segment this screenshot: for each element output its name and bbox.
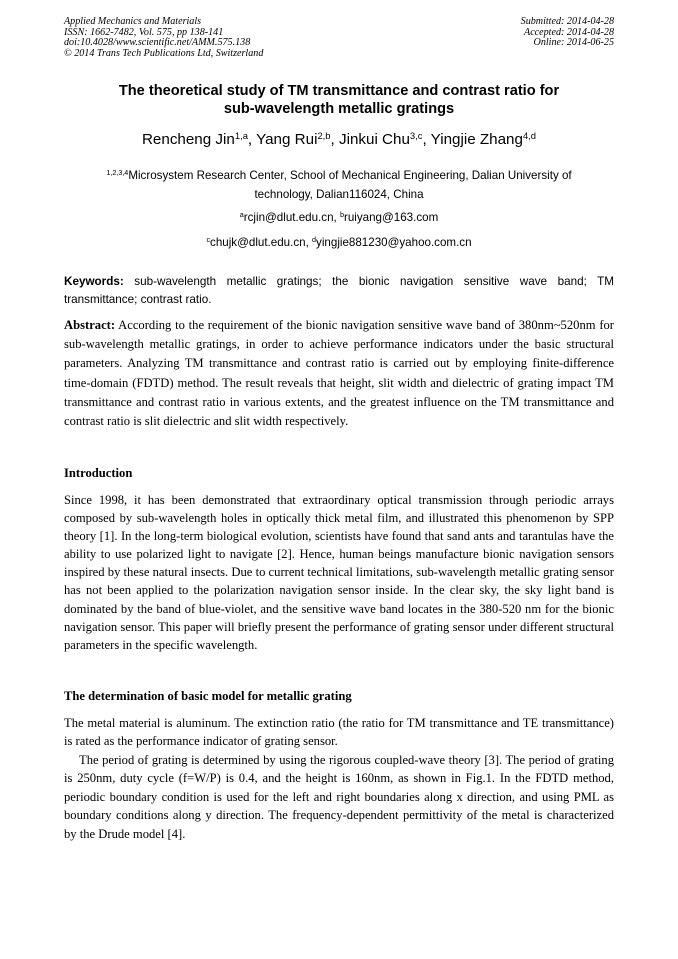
author-name: Jinkui Chu bbox=[338, 131, 410, 148]
determination-paragraph-1: The metal material is aluminum. The extinction ratio (the ratio for TM transmittance and TE transmittance) is rated as the performance indicator of grating sensor. bbox=[64, 716, 614, 749]
publication-dates bbox=[521, 17, 614, 49]
email-link[interactable]: rcjin@dlut.edu.cn, bbox=[243, 211, 340, 224]
email-superscript: a bbox=[239, 210, 244, 220]
author-separator: , bbox=[247, 131, 257, 148]
journal-doi[interactable]: doi:10.4028/www.scientific.net/AMM.575.138 bbox=[64, 37, 251, 49]
determination-paragraph-2: The period of grating is determined by using the rigorous coupled-wave theory [3]. The period of grating is 250nm, duty cycle (f=W/P) is 0.4, and the height is 160nm, as shown in Fig.1. In the FDTD method, periodic boundary condition is used for the left and right boundaries along x direction, and using PML as boundary conditions along y direction. The frequency-dependent permittivity of the metal is characterized by the Drude model [4]. bbox=[64, 753, 614, 841]
author-separator: , bbox=[422, 131, 431, 148]
author-name: Rencheng Jin bbox=[141, 131, 235, 148]
abstract-paragraph bbox=[64, 316, 614, 431]
introduction-paragraph: Since 1998, it has been demonstrated that extraordinary optical transmission through periodic arrays composed by sub-wavelength holes in optically thick metal film, and illustrated this phenomenon by SPP theory [1]. In the long-term biological evolution, scientists have found that sand ants and tarantulas have the ability to use polarized light to navigate [2]. Hence, human beings manufacture bionic navigation sensors inspired by these natural insects. Due to current technical limitations, sub-wavelength metallic grating sensor has not been applied to the polarization navigation sensor inside. In the clear sky, the sky light band is dominated by the band of blue-violet, and the sensitive wave band locates in the 380-520 nm for the bionic navigation sensor. This paper will briefly present the performance of grating sensor under different structural parameters in the specific wavelength. bbox=[64, 493, 614, 652]
email-superscript: c bbox=[206, 235, 211, 245]
email-line-2 bbox=[64, 235, 614, 251]
determination-heading: The determination of basic model for metallic grating bbox=[64, 689, 352, 703]
email-link[interactable]: ruiyang@163.com bbox=[343, 211, 439, 224]
journal-info bbox=[64, 17, 263, 59]
affiliation bbox=[64, 166, 614, 204]
email-superscript: d bbox=[312, 235, 317, 245]
keywords-paragraph bbox=[64, 273, 614, 309]
email-line-1 bbox=[64, 210, 614, 226]
email-link[interactable]: yingjie881230@yahoo.com.cn bbox=[316, 236, 472, 249]
paper-title-line1: The theoretical study of TM transmittance and contrast ratio for bbox=[118, 83, 560, 99]
keywords-label: Keywords: bbox=[64, 275, 124, 288]
paper-title bbox=[64, 82, 614, 118]
journal-copyright: © 2014 Trans Tech Publications Ltd, Switzerland bbox=[64, 47, 264, 59]
author-superscript: 2,b bbox=[317, 129, 331, 141]
author-name: Yang Rui bbox=[256, 131, 318, 148]
keywords-text: sub-wavelength metallic gratings; the bionic navigation sensitive wave band; TM transmittance; contrast ratio. bbox=[64, 275, 614, 306]
email-link[interactable]: chujk@dlut.edu.cn, bbox=[210, 236, 313, 249]
date-online: Online: 2014-06-25 bbox=[533, 37, 614, 49]
introduction-heading: Introduction bbox=[64, 466, 133, 480]
paper-title-line2: sub-wavelength metallic gratings bbox=[223, 101, 455, 117]
email-superscript: b bbox=[339, 210, 344, 220]
date-submitted: Submitted: 2014-04-28 bbox=[520, 16, 614, 27]
author-separator: , bbox=[330, 131, 339, 148]
abstract-label: Abstract: bbox=[64, 318, 116, 332]
affiliation-line2: technology, Dalian116024, China bbox=[254, 188, 424, 201]
affiliation-line1: Microsystem Research Center, School of Mechanical Engineering, Dalian University of bbox=[128, 169, 572, 182]
author-name: Yingjie Zhang bbox=[430, 131, 523, 148]
journal-name: Applied Mechanics and Materials bbox=[64, 16, 202, 27]
journal-issn: ISSN: 1662-7482, Vol. 575, pp 138-141 bbox=[64, 26, 224, 38]
abstract-text: According to the requirement of the bionic navigation sensitive wave band of 380nm~520nm for sub-wavelength metallic gratings, in order to achieve performance indicators under the basic structural parameters. Analyzing TM transmittance and contrast ratio is carried out by employing finite-difference time-domain (FDTD) method. The result reveals that height, slit width and dielectric of grating impact TM transmittance and contrast ratio in various extents, and the greatest influence on the TM transmittance and contrast ratio is slit dielectric and slit width respectively. bbox=[64, 318, 614, 429]
author-superscript: 1,a bbox=[234, 129, 248, 141]
date-accepted: Accepted: 2014-04-28 bbox=[524, 26, 614, 38]
author-superscript: 3,c bbox=[409, 129, 423, 141]
affiliation-superscript: 1,2,3,4 bbox=[106, 168, 129, 178]
author-list bbox=[64, 130, 614, 150]
author-superscript: 4,d bbox=[522, 129, 537, 141]
